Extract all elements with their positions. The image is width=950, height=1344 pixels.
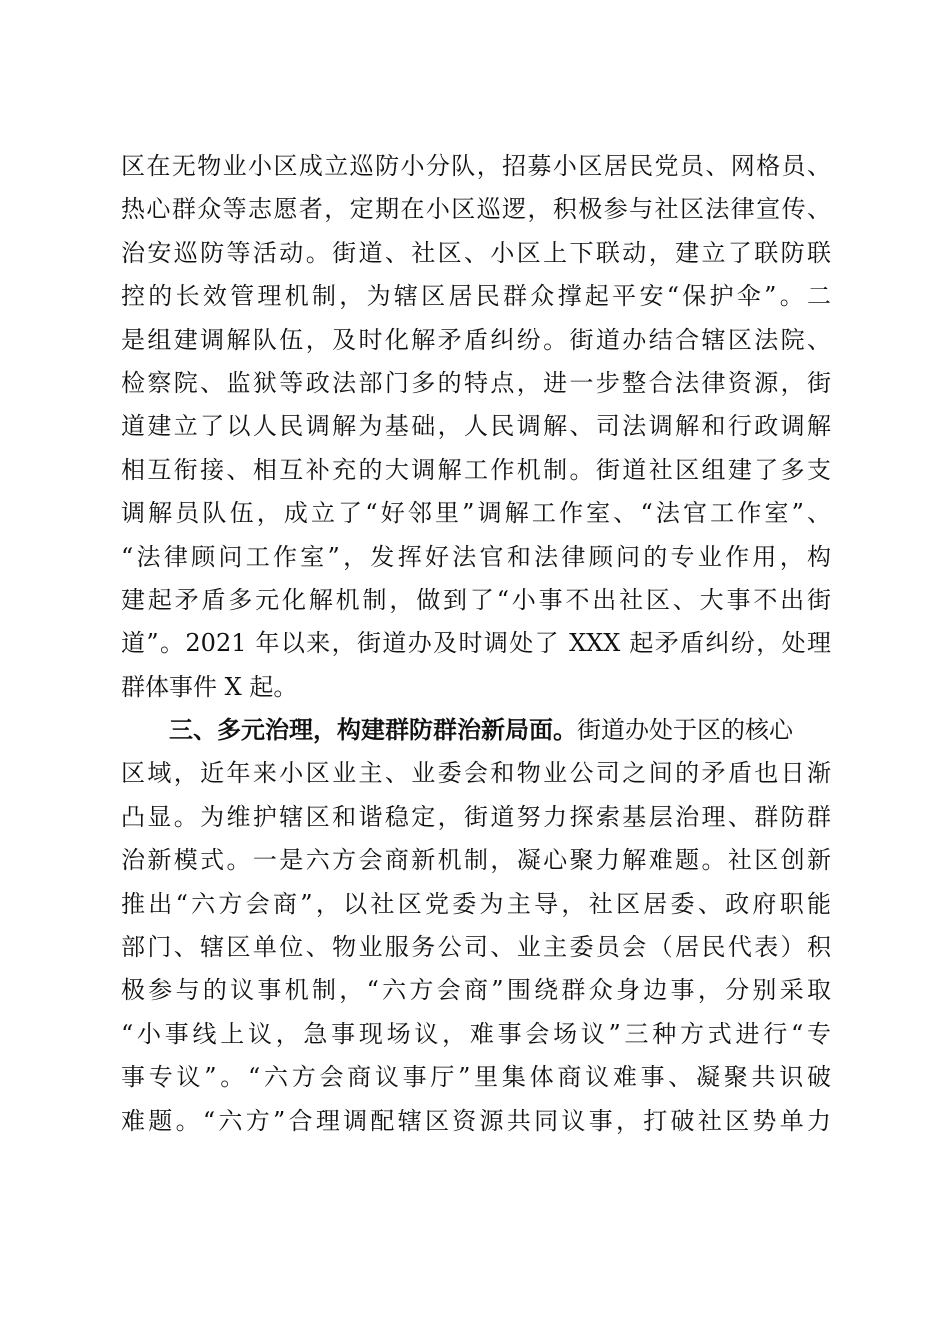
text-line: 极参与的议事机制，“六方会商”围绕群众身边事，分别采取	[121, 976, 831, 1005]
text-line: 治安巡防等活动。街道、社区、小区上下联动，建立了联防联	[121, 238, 831, 267]
text-line: 区域，近年来小区业主、业委会和物业公司之间的矛盾也日渐	[121, 759, 831, 788]
text-line: 控的长效管理机制，为辖区居民群众撑起平安“保护伞”。二	[121, 282, 831, 311]
text-line: 热心群众等志愿者，定期在小区巡逻，积极参与社区法律宣传、	[121, 195, 831, 224]
text-line: 推出“六方会商”，以社区党委为主导，社区居委、政府职能	[121, 889, 831, 918]
section-3-first-line-text: 街道办处于区的核心	[577, 716, 793, 745]
text-line: 是组建调解队伍，及时化解矛盾纠纷。街道办结合辖区法院、	[121, 325, 831, 354]
text-line: 调解员队伍，成立了“好邻里”调解工作室、“法官工作室”、	[121, 499, 831, 528]
text-line: “法律顾问工作室”，发挥好法官和法律顾问的专业作用，构	[121, 542, 831, 571]
text-line: 道建立了以人民调解为基础，人民调解、司法调解和行政调解	[121, 412, 831, 441]
text-line: 群体事件 X 起。	[121, 672, 298, 701]
paragraph-mediation	[121, 145, 831, 709]
text-line: 难题。“六方”合理调配辖区资源共同议事，打破社区势单力	[121, 1106, 831, 1135]
body-text	[121, 145, 831, 1143]
text-line: 检察院、监狱等政法部门多的特点，进一步整合法律资源，街	[121, 368, 831, 397]
text-line: 凸显。为维护辖区和谐稳定，街道努力探索基层治理、群防群	[121, 802, 831, 831]
section-3-heading: 三、多元治理，构建群防群治新局面。	[169, 716, 577, 745]
text-line: 部门、辖区单位、物业服务公司、业主委员会（居民代表）积	[121, 933, 831, 962]
text-line: 道”。2021 年以来，街道办及时调处了 XXX 起矛盾纠纷，处理	[121, 629, 831, 658]
paragraph-section-3	[121, 709, 831, 1143]
text-line: 治新模式。一是六方会商新机制，凝心聚力解难题。社区创新	[121, 846, 831, 875]
text-line: 相互衔接、相互补充的大调解工作机制。街道社区组建了多支	[121, 455, 831, 484]
text-line: “小事线上议，急事现场议，难事会场议”三种方式进行“专	[121, 1019, 831, 1048]
text-line: 区在无物业小区成立巡防小分队，招募小区居民党员、网格员、	[121, 152, 831, 180]
section-3-first-line	[121, 709, 831, 752]
text-line: 建起矛盾多元化解机制，做到了“小事不出社区、大事不出街	[121, 585, 831, 614]
text-line: 事专议”。“六方会商议事厅”里集体商议难事、凝聚共识破	[121, 1063, 831, 1092]
